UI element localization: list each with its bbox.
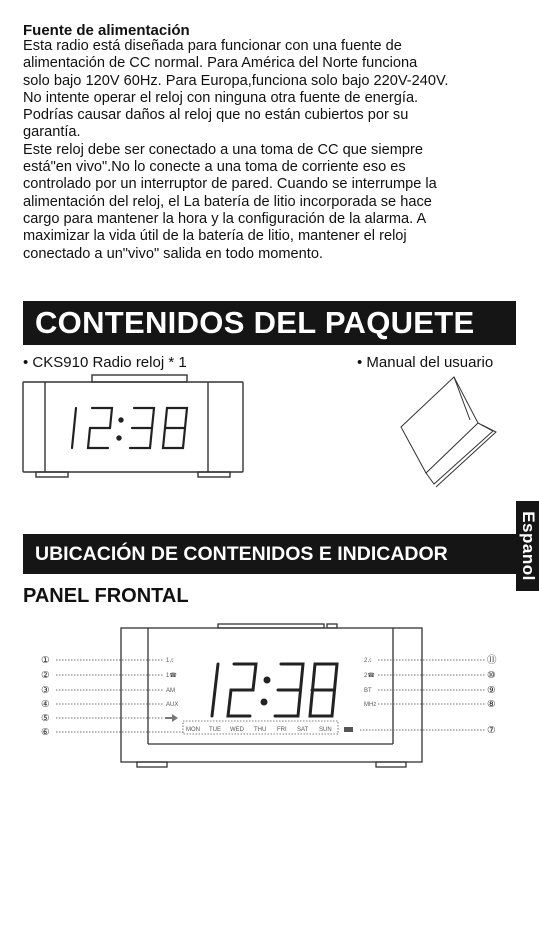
- aux-indicator: AUX: [166, 702, 179, 708]
- day-sat: SAT: [297, 727, 309, 733]
- callout-10: ⑩: [487, 670, 496, 681]
- power-line: Esta radio está diseñada para funcionar con una fuente de: [23, 38, 402, 54]
- am-indicator: AM: [166, 688, 175, 694]
- callout-9: ⑨: [487, 685, 496, 696]
- alarm1-indicator: 1♫: [166, 658, 174, 664]
- day-mon: MON: [186, 727, 200, 733]
- snooze1-indicator: 1☎: [166, 673, 177, 679]
- day-thu: THU: [254, 727, 267, 733]
- mhz-indicator: MHz: [364, 702, 377, 708]
- day-fri: FRI: [277, 727, 287, 733]
- callout-5: ⑤: [41, 713, 50, 724]
- package-item-manual: • Manual del usuario: [357, 354, 494, 371]
- power-line: No intente operar el reloj con ninguna otra fuente de energía.: [23, 89, 419, 106]
- callout-6: ⑥: [41, 727, 50, 738]
- power-line: conectado a un"vivo" salida en todo momento.: [23, 245, 323, 262]
- power-line: garantía.: [23, 124, 81, 141]
- side-tab-label: Espanol: [518, 511, 538, 581]
- day-tue: TUE: [209, 727, 221, 733]
- power-line: alimentación del reloj, el La batería de litio incorporada se hace: [23, 193, 432, 210]
- callout-8: ⑧: [487, 699, 496, 710]
- power-line: alimentación de CC normal. Para América del Norte funciona: [23, 55, 418, 72]
- callout-1: ①: [41, 655, 50, 666]
- day-sun: SUN: [319, 727, 332, 733]
- callout-7: ⑦: [487, 725, 496, 736]
- alarm2-indicator: 2♫: [364, 658, 372, 664]
- power-source-heading: Fuente de alimentación: [23, 22, 190, 39]
- package-item-radio: • CKS910 Radio reloj * 1: [23, 354, 187, 371]
- power-line: Podrías causar daños al reloj que no están cubiertos por su: [23, 107, 409, 124]
- package-contents-banner: CONTENIDOS DEL PAQUETE: [23, 301, 516, 345]
- power-line: cargo para mantener la hora y la configuración de la alarma. A: [23, 210, 427, 227]
- location-banner: UBICACIÓN DE CONTENIDOS E INDICADOR: [23, 534, 516, 574]
- day-wed: WED: [230, 727, 244, 733]
- callout-4: ④: [41, 699, 50, 710]
- callout-2: ②: [41, 670, 50, 681]
- power-line: solo bajo 120V 60Hz. Para Europa,funciona solo bajo 220V-240V.: [23, 72, 449, 89]
- callout-11: ⑪: [487, 655, 497, 666]
- power-line: controlado por un interruptor de pared. Cuando se interrumpe la: [23, 176, 437, 193]
- alarm-icon: [165, 714, 178, 722]
- bt-indicator: BT: [364, 688, 372, 694]
- callout-3: ③: [41, 685, 50, 696]
- power-line: maximizar la vida útil de la batería de litio, mantener el reloj: [23, 228, 407, 245]
- power-line: Este reloj debe ser conectado a una toma de CC que siempre: [23, 141, 423, 158]
- front-panel-heading: PANEL FRONTAL: [23, 585, 189, 607]
- snooze2-indicator: 2☎: [364, 673, 375, 679]
- power-line: está"en vivo".No lo conecte a una toma de corriente eso es: [23, 159, 406, 176]
